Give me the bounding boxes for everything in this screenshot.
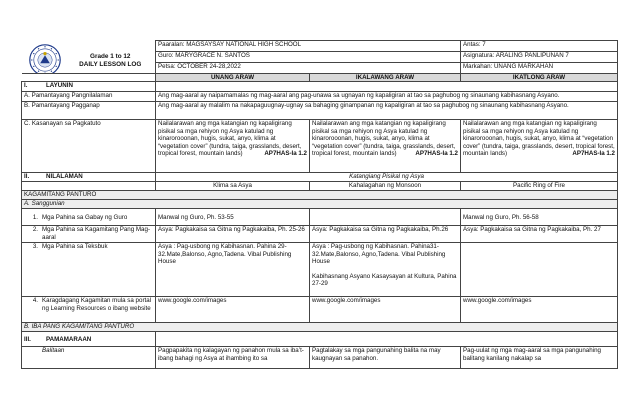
karagdagang-label: Karagdagang Kagamitan mula sa portal ng Learning Resources o ibang website <box>42 297 152 312</box>
subtopic-day-2: Kahalagahan ng Monsoon <box>310 182 461 191</box>
gabay-day-3: Manwal ng Guro, Ph. 56-58 <box>461 209 618 226</box>
teksbuk-num: 3. <box>32 243 38 251</box>
kasanayan-text: Nailalarawan ang mga katangian ng kapaligirang pisikal sa mga rehiyon ng Asya katulad ng kinarorooonan, hugis, sukat, anyo, klima at “vegetation cover” (tundra, taiga, grasslands, desert, tropical forest, mountain lands) <box>312 120 456 158</box>
nilalaman-label: NILALAMAN <box>46 173 83 181</box>
kagamitang-num: 2. <box>32 226 38 234</box>
competency-code: AP7HAS-Ia 1.2 <box>415 150 459 158</box>
pamamaraan-heading <box>22 332 156 347</box>
pamantayan-pagganap-text: Ang mag-aaral ay malalim na nakapaguugnay-ugnay sa bahaging ginampanan ng kapaligiran at tao sa paghubog ng sinaunang kabihasnang Asyano. <box>156 102 618 120</box>
kagamitang-label: Mga Pahina sa Kagamitang Pang Mag-aaral <box>42 226 151 241</box>
petsa-cell: Petsa: OCTOBER 24-28,2022 <box>156 63 461 74</box>
pamantayan-pangnilalaman-text: Ang mag-aaral ay naipamamalas ng mag-aaral ang pag-unawa sa ugnayan ng kapaligiran at tao sa paghubog ng sinaunang kabihasnang Asyano. <box>156 92 618 102</box>
karagdagang-day-2: www.google.com/images <box>310 297 461 323</box>
asignatura-cell: Asignatura: ARALING PANLIPUNAN 7 <box>461 52 618 63</box>
competency-code: AP7HAS-Ia 1.2 <box>264 150 307 158</box>
balitaan-day-1: Pagpapakita ng kalagayan ng panahon mula sa iba’t-ibang bahagi ng Asya at ihambing ito sa <box>156 347 310 369</box>
balitaan-label-cell <box>22 347 156 369</box>
daily-lesson-log-table <box>21 40 618 369</box>
kagamitang-day-2: Asya: Pagkakaisa sa Gitna ng Pagkakaiba, Ph.26 <box>310 226 461 243</box>
kasanayan-text: Nailalarawan ang mga katangian ng kapaligirang pisikal sa mga rehiyon ng Asya katulad ng kinarorooonan, hugis, sukat, anyo, klima at “vegetation cover” (tundra, taiga, grasslands, desert, tropical forest, mountain lands) <box>463 120 615 158</box>
teksbuk-label-cell <box>22 243 156 297</box>
gabay-day-1: Manwal ng Guro, Ph. 53-55 <box>156 209 310 226</box>
teksbuk-day-1: Asya : Pag-usbong ng Kabihasnan. Pahina 29-32.Mate,Balonso, Agno,Tadena. Vibal Publishing House <box>156 243 310 297</box>
kagamitang-panturo-heading: KAGAMITANG PANTURO <box>22 191 618 200</box>
subtopic-day-3: Pacific Ring of Fire <box>461 182 618 191</box>
guro-cell: Guro: MARYGRACE N. SANTOS <box>156 52 461 63</box>
day-3-header: IKATLONG ARAW <box>461 74 618 82</box>
antas-cell: Antas: 7 <box>461 41 618 52</box>
kagamitang-label-cell <box>22 226 156 243</box>
day-2-header: IKALAWANG ARAW <box>310 74 461 82</box>
day-1-header: UNANG ARAW <box>156 74 310 82</box>
subtopic-blank <box>22 182 156 191</box>
header-logo-cell <box>22 41 156 74</box>
days-blank-cell <box>22 74 156 82</box>
karagdagang-label-cell <box>22 297 156 323</box>
teksbuk-day-2 <box>310 243 461 297</box>
kasanayan-day-2 <box>310 120 461 173</box>
teksbuk-day-3 <box>461 243 618 297</box>
nilalaman-num: II. <box>24 173 30 181</box>
pamantayan-pangnilalaman-label: A. Pamantayang Pangnilalaman <box>22 92 156 102</box>
pamamaraan-num: III. <box>24 335 31 343</box>
kasanayan-text: Nailalarawan ang mga katangian ng kapaligirang pisikal sa mga rehiyon ng Asya katulad ng kinarorooonan, hugis, sukat, anyo, klima at “vegetation cover” (tundra, taiga, grasslands, desert, tropical forest, mountain lands) <box>158 120 302 158</box>
karagdagang-day-3: www.google.com/images <box>461 297 618 323</box>
nilalaman-topic: Katangiang Pisikal ng Asya <box>156 173 618 182</box>
kasanayan-day-1 <box>156 120 310 173</box>
competency-code: AP7HAS-Ia 1.2 <box>572 150 616 158</box>
gabay-label-cell <box>22 209 156 226</box>
gabay-day-2 <box>310 209 461 226</box>
teksbuk-day-2-source-2: Kabihasnang Asyano Kasaysayan at Kultura, Pahina 27-29 <box>312 272 457 288</box>
teksbuk-day-2-source-1: Asya : Pag-usbong ng Kabihasnan. Pahina31-32.Mate,Balonso, Agno,Tadena. Vibal Publishing House <box>312 243 446 266</box>
kasanayan-label: C. Kasanayan sa Pagkatuto <box>22 120 156 173</box>
kagamitang-day-1: Asya: Pagkakaisa sa Gitna ng Pagkakaiba, Ph. 25-26 <box>156 226 310 243</box>
kagamitang-day-3: Asya: Pagkakaisa sa Gitna ng Pagkakaiba, Ph. 27 <box>461 226 618 243</box>
subtopic-day-1: Klima sa Asya <box>156 182 310 191</box>
dll-label: DAILY LESSON LOG <box>79 60 142 68</box>
markahan-cell: Markahan: UNANG MARKAHAN <box>461 63 618 74</box>
balitaan-label: Balitaan <box>42 347 65 355</box>
karagdagang-day-1: www.google.com/images <box>156 297 310 323</box>
header-title <box>66 53 156 69</box>
grade-label: Grade 1 to 12 <box>90 52 131 60</box>
iba-pang-kagamitang-heading: B. IBA PANG KAGAMITANG PANTURO <box>22 323 618 332</box>
kasanayan-day-3 <box>461 120 618 173</box>
layunin-label: LAYUNIN <box>46 82 73 90</box>
pamantayan-pagganap-label: B. Pamantayang Pagganap <box>22 102 156 120</box>
pamamaraan-blank <box>156 332 618 347</box>
layunin-num: I. <box>24 82 28 90</box>
layunin-blank <box>156 82 618 92</box>
gabay-num: 1. <box>32 213 38 221</box>
pamamaraan-label: PAMAMARAAN <box>46 335 92 343</box>
paaralan-cell: Paaralan: MAGSAYSAY NATIONAL HIGH SCHOOL <box>156 41 461 52</box>
gabay-label: Mga Pahina sa Gabay ng Guro <box>42 213 128 221</box>
deped-seal-icon <box>29 44 61 74</box>
balitaan-day-2: Pagtalakay sa mga pangunahing balita na may kaugnayan sa panahon. <box>310 347 461 369</box>
karagdagang-num: 4. <box>32 297 38 305</box>
teksbuk-label: Mga Pahina sa Teksbuk <box>42 243 108 251</box>
layunin-heading <box>22 82 156 92</box>
sanggunian-heading: A. Sanggunian <box>22 200 618 209</box>
nilalaman-heading <box>22 173 156 182</box>
balitaan-day-3: Pag-uulat ng mga mag-aaral sa mga pangunahing balitang kanilang nakalap sa <box>461 347 618 369</box>
